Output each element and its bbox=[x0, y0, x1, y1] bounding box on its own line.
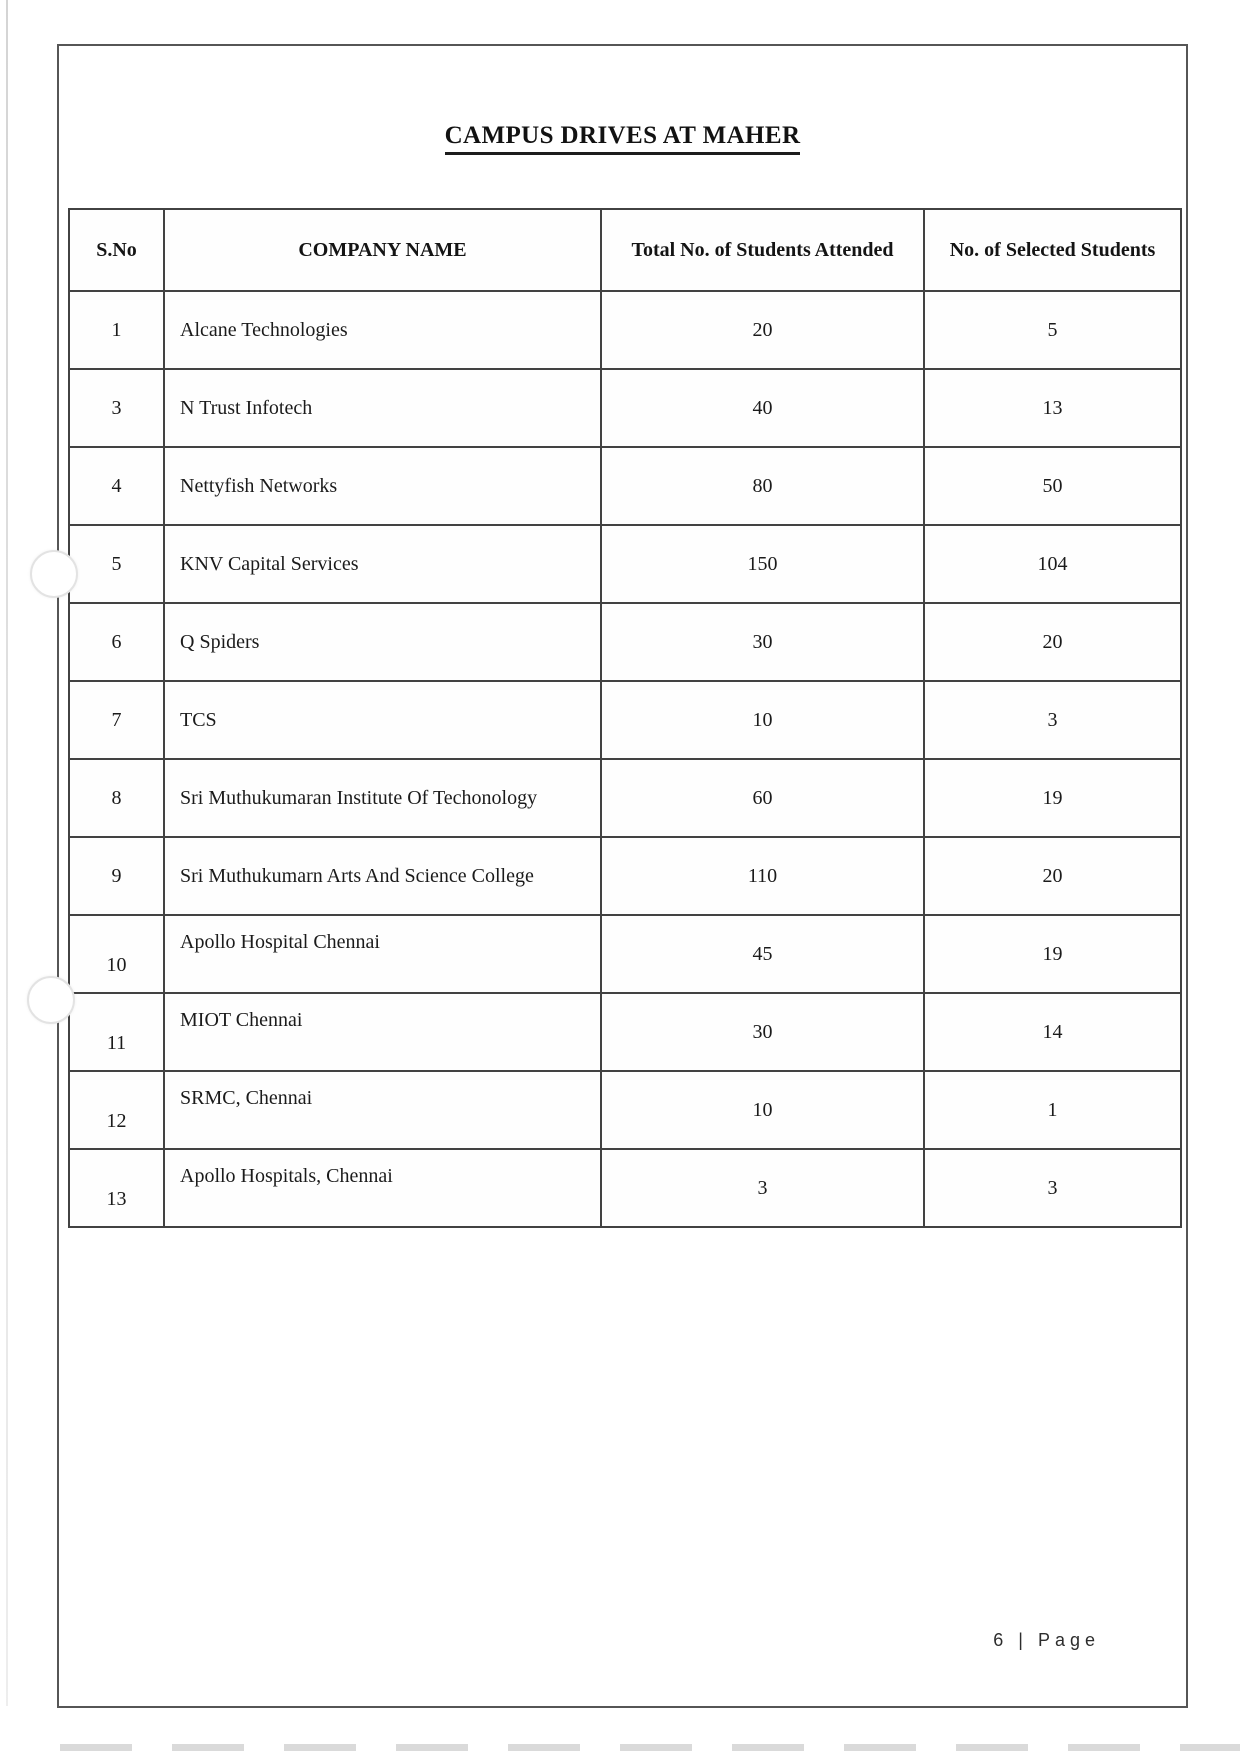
table-row bbox=[69, 759, 1181, 837]
row-selected: 3 bbox=[924, 681, 1181, 759]
row-sno: 13 bbox=[69, 1149, 164, 1227]
row-selected: 19 bbox=[924, 759, 1181, 837]
row-attended: 60 bbox=[601, 759, 924, 837]
row-company: N Trust Infotech bbox=[164, 369, 601, 447]
table-row bbox=[69, 915, 1181, 993]
row-sno: 7 bbox=[69, 681, 164, 759]
row-sno: 5 bbox=[69, 525, 164, 603]
row-company: MIOT Chennai bbox=[164, 993, 601, 1071]
row-selected: 13 bbox=[924, 369, 1181, 447]
hole-punch-artifact bbox=[27, 976, 75, 1024]
table-row bbox=[69, 525, 1181, 603]
row-sno: 11 bbox=[69, 993, 164, 1071]
row-attended: 3 bbox=[601, 1149, 924, 1227]
row-sno: 4 bbox=[69, 447, 164, 525]
row-company: Sri Muthukumaran Institute Of Techonology bbox=[164, 759, 601, 837]
header-cell: S.No bbox=[69, 209, 164, 291]
table-row bbox=[69, 603, 1181, 681]
row-company: Q Spiders bbox=[164, 603, 601, 681]
campus-drives-table bbox=[68, 208, 1182, 1228]
row-selected: 20 bbox=[924, 603, 1181, 681]
row-selected: 1 bbox=[924, 1071, 1181, 1149]
table-body bbox=[69, 291, 1181, 1227]
table-row bbox=[69, 447, 1181, 525]
table-row bbox=[69, 291, 1181, 369]
row-selected: 104 bbox=[924, 525, 1181, 603]
scan-bottom-edge-artifact bbox=[60, 1744, 1240, 1751]
table-row bbox=[69, 993, 1181, 1071]
scan-left-edge-artifact bbox=[6, 0, 8, 1706]
header-cell: COMPANY NAME bbox=[164, 209, 601, 291]
row-attended: 10 bbox=[601, 1071, 924, 1149]
row-company: KNV Capital Services bbox=[164, 525, 601, 603]
row-selected: 20 bbox=[924, 837, 1181, 915]
header-cell: Total No. of Students Attended bbox=[601, 209, 924, 291]
row-sno: 1 bbox=[69, 291, 164, 369]
table-row bbox=[69, 1071, 1181, 1149]
row-selected: 14 bbox=[924, 993, 1181, 1071]
table-row bbox=[69, 369, 1181, 447]
row-selected: 19 bbox=[924, 915, 1181, 993]
row-selected: 5 bbox=[924, 291, 1181, 369]
row-attended: 45 bbox=[601, 915, 924, 993]
table-row bbox=[69, 837, 1181, 915]
title-container bbox=[59, 122, 1186, 155]
row-company: Nettyfish Networks bbox=[164, 447, 601, 525]
row-sno: 9 bbox=[69, 837, 164, 915]
page-title: CAMPUS DRIVES AT MAHER bbox=[445, 122, 801, 155]
row-attended: 20 bbox=[601, 291, 924, 369]
row-attended: 80 bbox=[601, 447, 924, 525]
page-border bbox=[57, 44, 1188, 1708]
table-row bbox=[69, 1149, 1181, 1227]
row-company: Sri Muthukumarn Arts And Science College bbox=[164, 837, 601, 915]
row-company: Apollo Hospital Chennai bbox=[164, 915, 601, 993]
row-company: SRMC, Chennai bbox=[164, 1071, 601, 1149]
row-attended: 40 bbox=[601, 369, 924, 447]
hole-punch-artifact bbox=[30, 550, 78, 598]
row-sno: 12 bbox=[69, 1071, 164, 1149]
page-number: 6 | Page bbox=[993, 1630, 1100, 1650]
row-sno: 10 bbox=[69, 915, 164, 993]
table-header bbox=[69, 209, 1181, 291]
header-row bbox=[69, 209, 1181, 291]
row-attended: 150 bbox=[601, 525, 924, 603]
row-attended: 30 bbox=[601, 993, 924, 1071]
row-sno: 8 bbox=[69, 759, 164, 837]
row-attended: 10 bbox=[601, 681, 924, 759]
header-cell: No. of Selected Students bbox=[924, 209, 1181, 291]
row-attended: 110 bbox=[601, 837, 924, 915]
row-attended: 30 bbox=[601, 603, 924, 681]
row-company: Alcane Technologies bbox=[164, 291, 601, 369]
row-selected: 3 bbox=[924, 1149, 1181, 1227]
row-selected: 50 bbox=[924, 447, 1181, 525]
row-sno: 6 bbox=[69, 603, 164, 681]
row-sno: 3 bbox=[69, 369, 164, 447]
table-row bbox=[69, 681, 1181, 759]
row-company: Apollo Hospitals, Chennai bbox=[164, 1149, 601, 1227]
row-company: TCS bbox=[164, 681, 601, 759]
